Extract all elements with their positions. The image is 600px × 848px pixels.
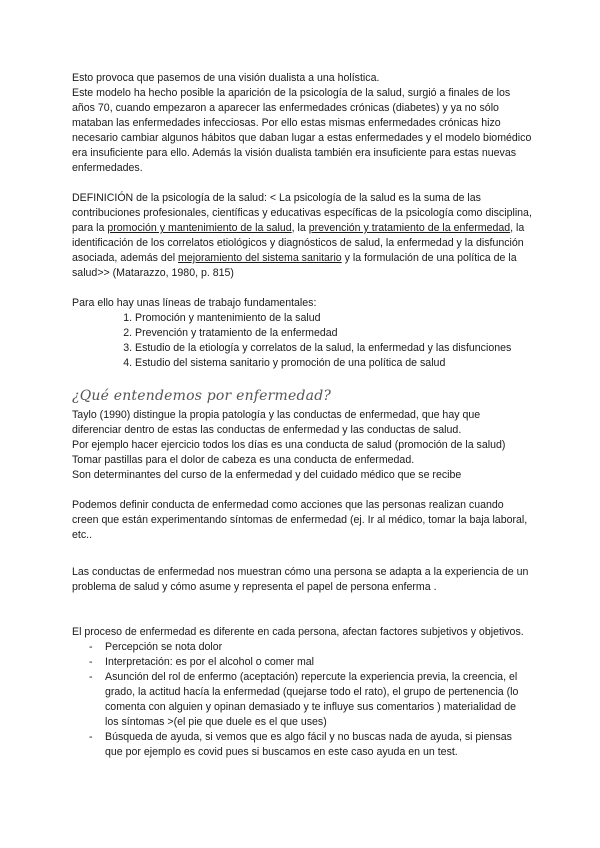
document-body [72, 71, 532, 760]
section-paragraph-6: Las conductas de enfermedad nos muestran cómo una persona se adapta a la experiencia de un problema de salud y cómo asume y representa el papel de persona enferma . [72, 566, 529, 593]
illness-process-list [72, 640, 532, 760]
list-item: - Búsqueda de ayuda, si vemos que es algo fácil y no buscas nada de ayuda, si piensas que por ejemplo es covid pues si buscamos en este caso ayuda en un test. [72, 730, 532, 760]
list-item: 2. Prevención y tratamiento de la enfermedad [135, 326, 532, 341]
list-item: 3. Estudio de la etiología y correlatos de la salud, la enfermedad y las disfunciones [135, 341, 532, 356]
underlined-prevention: prevención y tratamiento de la enfermedad [308, 222, 511, 234]
section-paragraph-7: El proceso de enfermedad es diferente en cada persona, afectan factores subjetivos y objetivos. [72, 626, 524, 638]
intro-paragraph-2: Este modelo ha hecho posible la aparición de la psicología de la salud, surgió a finales de los años 70, cuando empezaron a aparecer las enfermedades crónicas (diabetes) y ya no sólo mataban las enfermedades infecciosas. Por ello estas mismas enfermedades crónicas hizo necesario cambiar algunos hábitos que daban lugar a estas enfermedades y el modelo biomédico era insuficiente para ello. Además la visión dualista también era insuficiente para estas nuevas enfermedades. [72, 87, 532, 174]
section-paragraph-2: Por ejemplo hacer ejercicio todos los días es una conducta de salud (promoción de la salud) [72, 439, 506, 451]
section-heading: ¿Qué entendemos por enfermedad? [72, 388, 332, 404]
list-item: 4. Estudio del sistema sanitario y promoción de una política de salud [135, 356, 532, 371]
list-item: 1. Promoción y mantenimiento de la salud [135, 311, 532, 326]
definition-paragraph [72, 191, 532, 281]
lines-intro: Para ello hay unas líneas de trabajo fundamentales: [72, 297, 317, 309]
work-lines-list [72, 311, 532, 371]
intro-paragraph-1: Esto provoca que pasemos de una visión dualista a una holística. [72, 72, 380, 84]
list-item: - Interpretación: es por el alcohol o comer mal [72, 655, 532, 670]
underlined-health-system: mejoramiento del sistema sanitario [178, 252, 342, 264]
underlined-promotion: promoción y mantenimiento de la salud [107, 222, 292, 234]
section-paragraph-5: Podemos definir conducta de enfermedad como acciones que las personas realizan cuando creen que están experimentando síntomas de enfermedad (ej. Ir al médico, tomar la baja laboral, etc.. [72, 499, 528, 541]
section-paragraph-1: Taylo (1990) distingue la propia patología y las conductas de enfermedad, que hay que diferenciar dentro de estas las conductas de enfermedad y las conductas de salud. [72, 409, 481, 436]
list-item: - Asunción del rol de enfermo (aceptación) repercute la experiencia previa, la creencia, el grado, la actitud hacía la enfermedad (quejarse todo el rato), el grupo de pertenencia (lo comenta con alguien y opinan demasiado y te influye sus comentarios ) materialidad de los síntomas >(el pie que duele es el que uses) [72, 670, 532, 730]
list-item: - Percepción se nota dolor [72, 640, 532, 655]
section-paragraph-4: Son determinantes del curso de la enfermedad y del cuidado médico que se recibe [72, 469, 462, 481]
definition-text-d: y la formulación de una política de la salud>> (Matarazzo, 1980, p. 815) [72, 252, 517, 279]
definition-text-b: , la [291, 222, 309, 234]
definition-text-c: , la identificación de los correlatos etiológicos y diagnósticos de salud, la enfermedad y la disfunción asociada, además del [72, 222, 525, 264]
definition-text-a: DEFINICIÓN de la psicología de la salud: < La psicología de la salud es la suma de las contribuciones profesionales, científicas y educativas específicas de la psicología como disciplina, para la [72, 192, 532, 234]
section-paragraph-3: Tomar pastillas para el dolor de cabeza es una conducta de enfermedad. [72, 454, 415, 466]
